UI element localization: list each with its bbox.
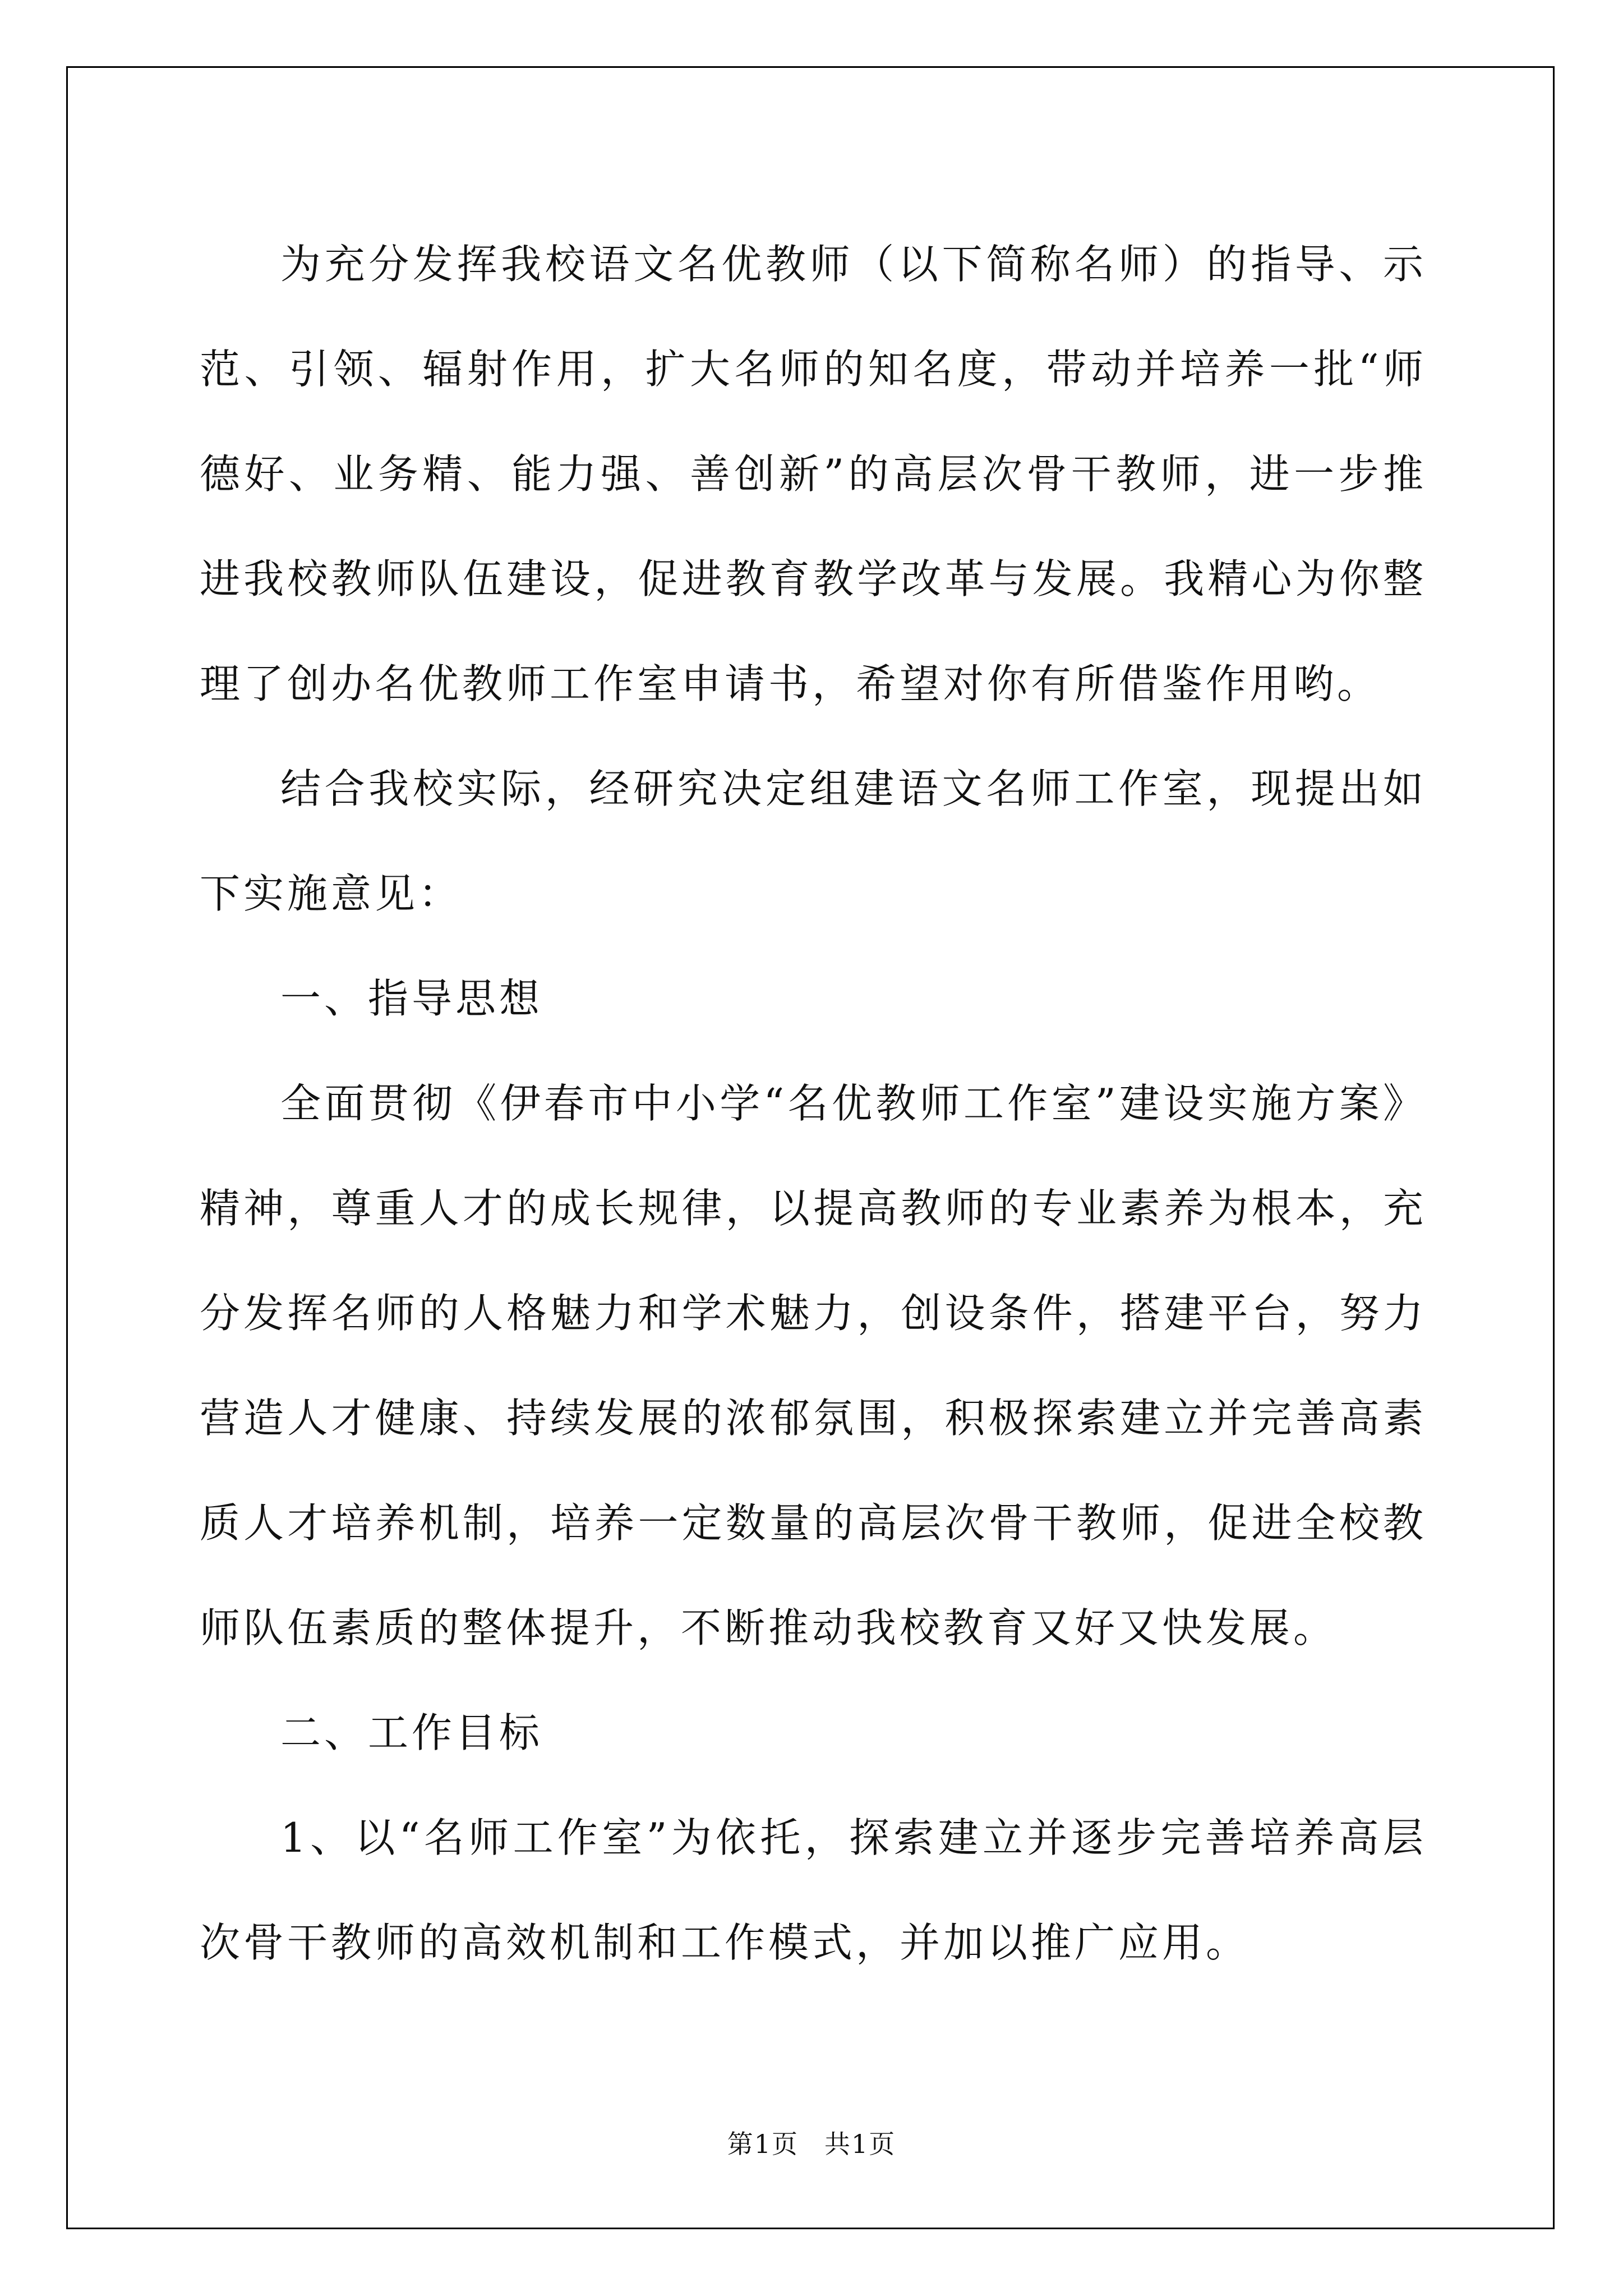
page-total: 共1页 xyxy=(824,2129,896,2159)
page-footer xyxy=(0,2127,1623,2161)
section-heading-work-goals: 二、工作目标 xyxy=(280,1709,543,1756)
page-number: 第1页 xyxy=(727,2129,799,2159)
paragraph-intro: 为充分发挥我校语文名优教师（以下简称名师）的指导、示范、引领、辐射作用，扩大名师的知名度，带动并培养一批“师德好、业务精、能力强、善创新”的高层次骨干教师，进一步推进我校教师队伍建设，促进教育教学改革与发展。我精心为你整理了创办名优教师工作室申请书，希望对你有所借鉴作用哟。 xyxy=(200,241,1427,707)
paragraph-goal-1: 1、以“名师工作室”为依托，探索建立并逐步完善培养高层次骨干教师的高效机制和工作模式，并加以推广应用。 xyxy=(200,1814,1427,1966)
paragraph-opinion: 结合我校实际，经研究决定组建语文名师工作室，现提出如下实施意见： xyxy=(200,765,1427,917)
document-body xyxy=(200,212,1427,1995)
section-heading-guiding-ideology: 一、指导思想 xyxy=(280,975,543,1022)
paragraph-guiding-ideology: 全面贯彻《伊春市中小学“名优教师工作室”建设实施方案》精神，尊重人才的成长规律，以提高教师的专业素养为根本，充分发挥名师的人格魅力和学术魅力，创设条件，搭建平台，努力营造人才健康、持续发展的浓郁氛围，积极探索建立并完善高素质人才培养机制，培养一定数量的高层次骨干教师，促进全校教师队伍素质的整体提升，不断推动我校教育又好又快发展。 xyxy=(200,1080,1427,1651)
